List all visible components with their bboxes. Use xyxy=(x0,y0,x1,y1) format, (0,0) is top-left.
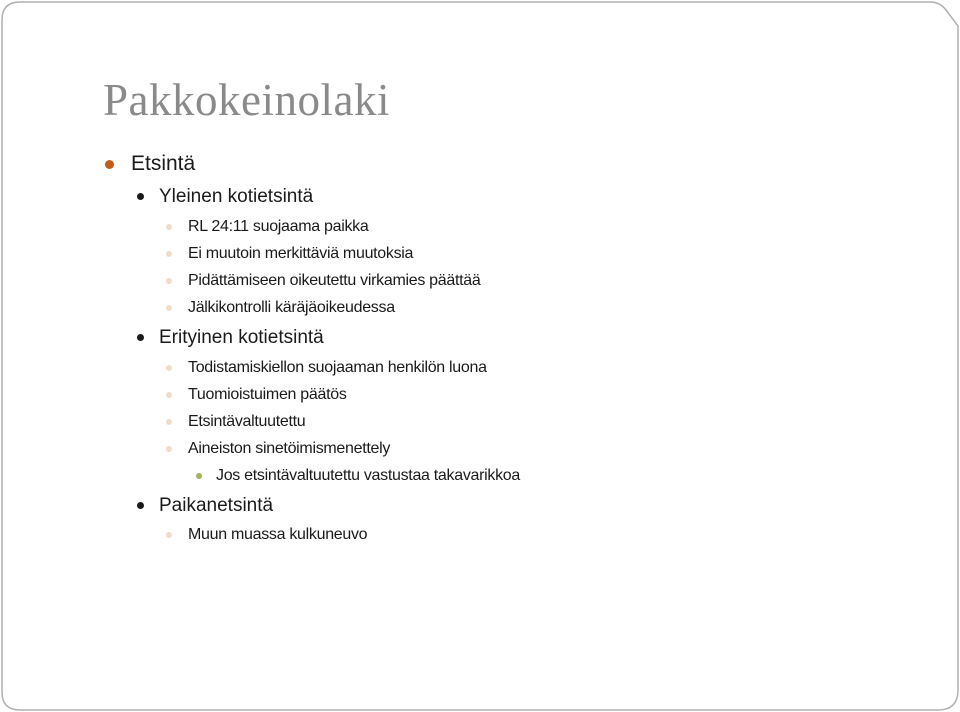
bullet-text: Pidättämiseen oikeutettu virkamies päättää xyxy=(188,272,481,289)
bullet-dot-icon xyxy=(137,193,144,200)
bullet-item xyxy=(188,387,347,403)
bullet-item xyxy=(188,246,413,262)
bullet-dot-icon xyxy=(137,334,144,341)
bullet-text: Jos etsintävaltuutettu vastustaa takavarikkoa xyxy=(216,467,521,484)
bullet-dot-icon xyxy=(166,305,172,311)
bullet-dot-icon xyxy=(166,419,172,425)
bullet-item xyxy=(159,187,313,206)
bullet-item xyxy=(188,273,480,289)
bullet-text: Aineiston sinetöimismenettely xyxy=(188,440,391,457)
bullet-item xyxy=(188,441,390,457)
bullet-text: RL 24:11 suojaama paikka xyxy=(188,218,369,235)
bullet-item xyxy=(216,468,520,484)
bullet-item xyxy=(159,496,273,515)
bullet-item xyxy=(188,527,367,543)
bullet-item xyxy=(188,360,487,376)
bullet-dot-icon xyxy=(105,160,114,169)
bullet-dot-icon xyxy=(166,392,172,398)
bullet-dot-icon xyxy=(166,365,172,371)
bullet-text: Erityinen kotietsintä xyxy=(159,327,324,348)
bullet-text: Paikanetsintä xyxy=(159,495,274,516)
bullet-dot-icon xyxy=(166,251,172,257)
slide-title: Pakkokeinolaki xyxy=(103,75,390,125)
bullet-text: Jälkikontrolli käräjäoikeudessa xyxy=(188,299,395,316)
bullet-text: Tuomioistuimen päätös xyxy=(188,386,347,403)
bullet-text: Etsintävaltuutettu xyxy=(188,413,306,430)
bullet-text: Ei muutoin merkittäviä muutoksia xyxy=(188,245,414,262)
bullet-item xyxy=(188,219,368,235)
bullet-dot-icon xyxy=(166,278,172,284)
bullet-text: Etsintä xyxy=(131,152,196,175)
bullet-item xyxy=(159,328,324,347)
bullet-dot-icon xyxy=(196,473,202,479)
bullet-item xyxy=(131,153,195,174)
bullet-item xyxy=(188,414,305,430)
bullet-dot-icon xyxy=(166,224,172,230)
bullet-dot-icon xyxy=(137,502,144,509)
bullet-text: Yleinen kotietsintä xyxy=(159,186,314,207)
bullet-item xyxy=(188,300,395,316)
bullet-dot-icon xyxy=(166,532,172,538)
bullet-text: Todistamiskiellon suojaaman henkilön luona xyxy=(188,359,487,376)
bullet-text: Muun muassa kulkuneuvo xyxy=(188,526,368,543)
bullet-dot-icon xyxy=(166,446,172,452)
